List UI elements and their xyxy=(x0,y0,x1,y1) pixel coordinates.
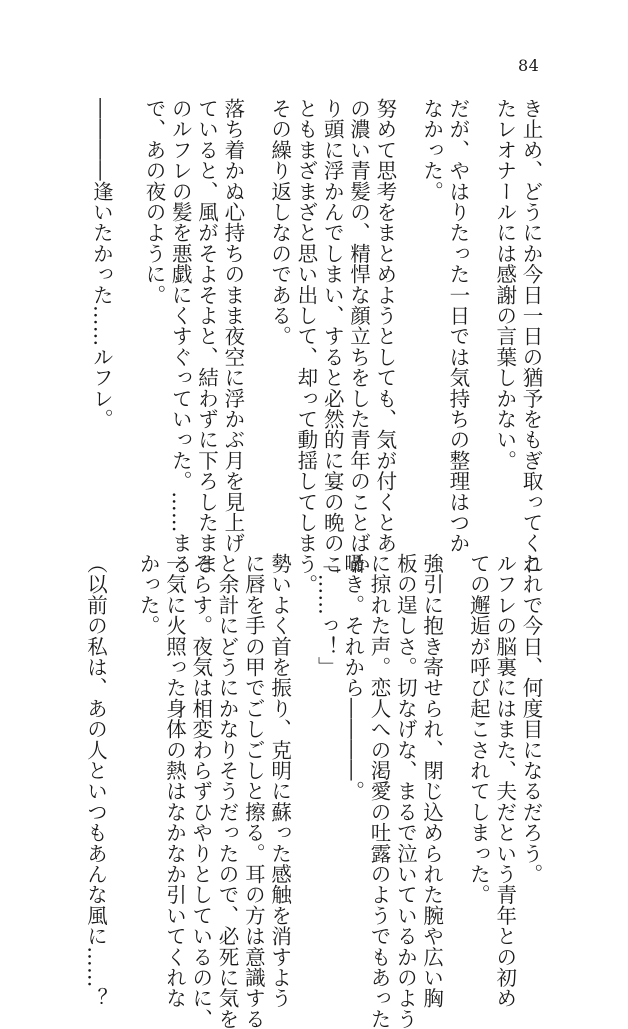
text-line xyxy=(109,553,135,938)
text-line: の濃い青髪の、精悍な顔立ちをした青年のことばか xyxy=(346,98,371,575)
text-line: なかった。 xyxy=(419,98,444,202)
text-line: その繰り返しなのである。 xyxy=(267,98,292,347)
lower-text-block xyxy=(82,553,544,1029)
text-line: き止め、どうにか今日一日の猶予をもぎ取ってくれ xyxy=(519,98,543,575)
text-line: 「……っ！」 xyxy=(314,553,339,678)
text-line: 落ち着かぬ心持ちのまま夜空に浮かぶ月を見上げ xyxy=(220,98,245,554)
text-line: そらす。夜気は相変わらずひやりとしているのに、 xyxy=(188,553,213,1029)
text-line xyxy=(114,98,140,503)
text-line: と余計にどうにかなりそうだったので、必死に気を xyxy=(215,553,240,1029)
text-line: 強引に抱き寄せられ、閉じ込められた腕や広い胸 xyxy=(419,553,444,1009)
text-line: に掠れた声。恋人への渇愛の吐露のようでもあった xyxy=(367,553,392,1029)
text-line: ルフレの脳裏にはまた、夫だという青年との初め xyxy=(492,553,517,1009)
text-line: ていると、風がそよそよと、結わずに下ろしたまま xyxy=(194,98,219,575)
text-line: ての邂逅が呼び起こされてしまった。 xyxy=(466,553,491,905)
text-line: だが、やはりたった一日では気持ちの整理はつか xyxy=(445,98,470,554)
text-line: 一気に火照った身体の熱はなかなか引いてくれな xyxy=(162,553,187,1009)
text-line: で、あの夜のように。 xyxy=(141,98,166,305)
text-line: ――――逢いたかった……ルフレ。 xyxy=(89,98,114,430)
text-line: 囁き。それから――――。 xyxy=(340,553,365,802)
text-line: ともまざまざと思い出して、却って動揺してしまう。 xyxy=(293,98,318,595)
text-line: かった。 xyxy=(136,553,161,636)
upper-text-block xyxy=(88,98,544,595)
page-number: 84 xyxy=(518,56,540,75)
text-line: 板の逞しさ。切なげな、まるで泣いているかのよう xyxy=(393,553,418,1029)
text-line: に唇を手の甲でごしごしと擦る。耳の方は意識する xyxy=(241,553,266,1029)
text-line: のルフレの髪を悪戯にくすぐっていった。……まる xyxy=(168,98,193,575)
text-line: たレオナールには感謝の言葉しかない。 xyxy=(492,98,517,471)
text-line: これで今日、何度目になるだろう。 xyxy=(519,553,543,885)
text-line: 勢いよく首を振り、克明に蘇った感触を消すよう xyxy=(267,553,292,1009)
text-line: 努めて思考をまとめようとしても、気が付くとあ xyxy=(372,98,397,554)
text-line: （以前の私は、あの人といつもあんな風に……？ xyxy=(83,553,108,1009)
text-line: り頭に浮かんでしまい、すると必然的に宴の晩のこ xyxy=(320,98,345,575)
